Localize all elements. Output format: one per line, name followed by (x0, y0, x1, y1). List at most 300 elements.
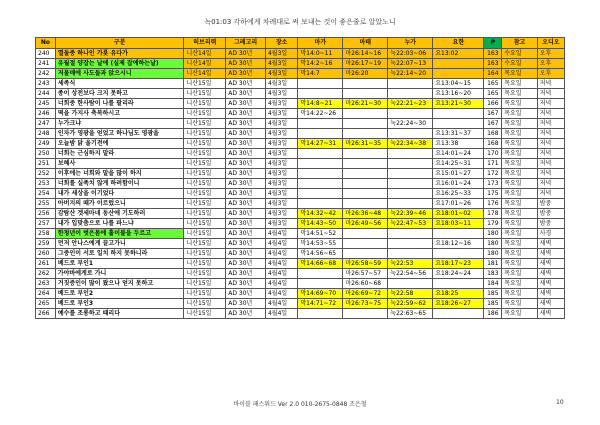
cell-gregorian: AD 30년 (226, 79, 266, 89)
cell-gregorian: AD 30년 (226, 69, 266, 79)
cell-gregorian: AD 30년 (226, 269, 266, 279)
header-place: 장소 (265, 38, 297, 49)
cell-no: 246 (36, 109, 56, 119)
header-gregorian: 그레고리 (226, 38, 266, 49)
cell-john: 요13:21~30 (433, 99, 484, 109)
cell-no: 240 (36, 49, 56, 59)
cell-title: 누가크냐 (55, 119, 184, 129)
cell-place: 4월4일 (265, 309, 297, 319)
header-matthew: 마태 (343, 38, 388, 49)
cell-place: 4월4일 (265, 279, 297, 289)
cell-audio: 밤중 (537, 219, 564, 229)
cell-title: 저물매에 사도들과 앉으시니 (55, 69, 184, 79)
cell-p: 186 (484, 309, 502, 319)
cell-hebrew: 니산15일 (184, 99, 226, 109)
cell-audio: 저녁 (537, 139, 564, 149)
table-row (36, 249, 565, 259)
cell-place: 4월4일 (265, 249, 297, 259)
cell-mark (298, 129, 343, 139)
cell-gregorian: AD 30년 (226, 309, 266, 319)
cell-john: 요13:16~20 (433, 89, 484, 99)
cell-matthew: 마26:73~75 (343, 299, 388, 309)
cell-luke (388, 79, 433, 89)
cell-place: 4월3일 (265, 179, 297, 189)
cell-hebrew: 니산15일 (184, 149, 226, 159)
cell-title: 세족식 (55, 79, 184, 89)
cell-gregorian: AD 30년 (226, 259, 266, 269)
cell-matthew: 마26:20 (343, 69, 388, 79)
cell-john (433, 119, 484, 129)
cell-no: 259 (36, 239, 56, 249)
cell-hebrew: 니산15일 (184, 289, 226, 299)
cell-place: 4월3일 (265, 129, 297, 139)
cell-p: 172 (484, 169, 502, 179)
header-p: P (484, 38, 502, 49)
cell-luke: 눅22:58 (388, 289, 433, 299)
cell-title: 내가 세상을 이기었다 (55, 189, 184, 199)
cell-gregorian: AD 30년 (226, 209, 266, 219)
cell-no: 242 (36, 69, 56, 79)
cell-matthew (343, 169, 388, 179)
cell-place: 4월3일 (265, 199, 297, 209)
cell-hebrew: 니산15일 (184, 219, 226, 229)
cell-audio: 새벽 (537, 279, 564, 289)
cell-place: 4월4일 (265, 229, 297, 239)
cell-title: 베드로 부인1 (55, 259, 184, 269)
cell-hebrew: 니산15일 (184, 239, 226, 249)
cell-no: 257 (36, 219, 56, 229)
cell-p: 166 (484, 99, 502, 109)
cell-gregorian: AD 30년 (226, 219, 266, 229)
cell-mark (298, 169, 343, 179)
cell-place: 4월3일 (265, 159, 297, 169)
cell-mark (298, 179, 343, 189)
cell-no: 254 (36, 189, 56, 199)
cell-mark: 막14:43~50 (298, 219, 343, 229)
cell-audio: 저녁 (537, 89, 564, 99)
table-row (36, 199, 565, 209)
cell-john: 요16:25~33 (433, 189, 484, 199)
header-audio: 오디오 (537, 38, 564, 49)
cell-john: 요13:04~15 (433, 79, 484, 89)
cell-audio: 오후 (537, 49, 564, 59)
cell-ref: 목요일 (502, 99, 538, 109)
cell-ref: 목요일 (502, 139, 538, 149)
cell-matthew: 마26:14~16 (343, 49, 388, 59)
cell-title: 내가 입맞춤으로 나를 파느냐 (55, 219, 184, 229)
table-row (36, 239, 565, 249)
table-row (36, 259, 565, 269)
cell-gregorian: AD 30년 (226, 109, 266, 119)
cell-p: 185 (484, 299, 502, 309)
cell-gregorian: AD 30년 (226, 119, 266, 129)
cell-luke: 눅22:54~56 (388, 269, 433, 279)
cell-p: 176 (484, 199, 502, 209)
cell-matthew (343, 149, 388, 159)
cell-p: 173 (484, 179, 502, 189)
cell-ref: 목요일 (502, 159, 538, 169)
cell-title: 오늘밤 닭 울기전에 (55, 139, 184, 149)
cell-no: 249 (36, 139, 56, 149)
cell-luke (388, 149, 433, 159)
cell-audio: 새벽 (537, 249, 564, 259)
cell-matthew (343, 159, 388, 169)
cell-matthew: 마26:69~72 (343, 289, 388, 299)
cell-title: 너희중 한사람이 나를 팔리라 (55, 99, 184, 109)
cell-audio: 새벽 (537, 299, 564, 309)
cell-hebrew: 니산15일 (184, 129, 226, 139)
cell-no: 245 (36, 99, 56, 109)
cell-hebrew: 니산15일 (184, 309, 226, 319)
header-mark: 마가 (298, 38, 343, 49)
cell-ref: 목요일 (502, 199, 538, 209)
cell-ref: 수요일 (502, 49, 538, 59)
cell-ref: 목요일 (502, 239, 538, 249)
cell-no: 264 (36, 289, 56, 299)
cell-mark: 막14:27~31 (298, 139, 343, 149)
cell-ref: 목요일 (502, 209, 538, 219)
table-row (36, 219, 565, 229)
cell-no: 258 (36, 229, 56, 239)
table-row (36, 89, 565, 99)
cell-ref: 목요일 (502, 89, 538, 99)
cell-john: 요18:26~27 (433, 299, 484, 309)
cell-hebrew: 니산15일 (184, 109, 226, 119)
cell-no: 256 (36, 209, 56, 219)
cell-matthew (343, 229, 388, 239)
cell-luke (388, 189, 433, 199)
cell-gregorian: AD 30년 (226, 159, 266, 169)
cell-mark: 막14:53~55 (298, 239, 343, 249)
cell-mark: 막14:66~68 (298, 259, 343, 269)
cell-ref: 목요일 (502, 119, 538, 129)
table-row (36, 129, 565, 139)
cell-no: 255 (36, 199, 56, 209)
cell-john: 요18:03~11 (433, 219, 484, 229)
cell-gregorian: AD 30년 (226, 169, 266, 179)
cell-gregorian: AD 30년 (226, 289, 266, 299)
header-row (36, 38, 565, 49)
cell-p: 180 (484, 229, 502, 239)
cell-no: 243 (36, 79, 56, 89)
cell-matthew (343, 89, 388, 99)
cell-gregorian: AD 30년 (226, 299, 266, 309)
table-row (36, 139, 565, 149)
cell-hebrew: 니산15일 (184, 189, 226, 199)
table-row (36, 79, 565, 89)
cell-hebrew: 니산15일 (184, 199, 226, 209)
cell-p: 179 (484, 219, 502, 229)
cell-hebrew: 니산15일 (184, 269, 226, 279)
cell-audio: 저녁 (537, 79, 564, 89)
cell-title: 베드로 부인3 (55, 299, 184, 309)
cell-place: 4월3일 (265, 79, 297, 89)
cell-title: 유월절 양잡는 날에 (실제 잡에하는날) (55, 59, 184, 69)
cell-luke (388, 199, 433, 209)
header-title: 구분 (55, 38, 184, 49)
cell-no: 262 (36, 269, 56, 279)
cell-matthew: 마26:49~56 (343, 219, 388, 229)
cell-title: 종이 상전보다 크지 못하고 (55, 89, 184, 99)
cell-p: 167 (484, 109, 502, 119)
cell-matthew: 마26:58~59 (343, 259, 388, 269)
cell-luke: 눅22:63~65 (388, 309, 433, 319)
cell-audio: 저녁 (537, 159, 564, 169)
cell-luke (388, 89, 433, 99)
cell-audio: 저녁 (537, 149, 564, 159)
table-row (36, 149, 565, 159)
table-row (36, 269, 565, 279)
cell-place: 4월4일 (265, 269, 297, 279)
cell-john: 요18:17~23 (433, 259, 484, 269)
cell-p: 168 (484, 139, 502, 149)
cell-p: 168 (484, 129, 502, 139)
cell-matthew (343, 249, 388, 259)
cell-luke: 눅22:59~62 (388, 299, 433, 309)
cell-no: 251 (36, 159, 56, 169)
cell-place: 4월3일 (265, 59, 297, 69)
cell-gregorian: AD 30년 (226, 189, 266, 199)
cell-ref: 목요일 (502, 229, 538, 239)
cell-no: 248 (36, 129, 56, 139)
cell-no: 265 (36, 299, 56, 309)
cell-audio: 저녁 (537, 119, 564, 129)
cell-place: 4월3일 (265, 49, 297, 59)
cell-audio: 저녁 (537, 99, 564, 109)
cell-john (433, 309, 484, 319)
cell-matthew: 마26:36~48 (343, 209, 388, 219)
cell-ref: 목요일 (502, 219, 538, 229)
cell-ref: 목요일 (502, 179, 538, 189)
cell-john: 요18:12~16 (433, 239, 484, 249)
table-row (36, 119, 565, 129)
cell-hebrew: 니산15일 (184, 179, 226, 189)
cell-p: 167 (484, 119, 502, 129)
cell-gregorian: AD 30년 (226, 249, 266, 259)
cell-audio: 새벽 (537, 269, 564, 279)
cell-luke: 눅22:39~46 (388, 209, 433, 219)
cell-john: 요18:25 (433, 289, 484, 299)
table-row (36, 109, 565, 119)
cell-place: 4월3일 (265, 219, 297, 229)
cell-no: 260 (36, 249, 56, 259)
cell-luke: 눅22:53 (388, 259, 433, 269)
cell-audio: 오후 (537, 59, 564, 69)
cell-mark: 막14:0~11 (298, 49, 343, 59)
cell-john (433, 229, 484, 239)
cell-hebrew: 니산15일 (184, 79, 226, 89)
cell-mark: 막14:7 (298, 69, 343, 79)
cell-mark: 막14:32~42 (298, 209, 343, 219)
cell-mark (298, 309, 343, 319)
cell-ref: 목요일 (502, 129, 538, 139)
cell-luke: 눅22:34~38 (388, 139, 433, 149)
cell-matthew (343, 239, 388, 249)
cell-mark (298, 159, 343, 169)
header-john: 요한 (433, 38, 484, 49)
cell-mark: 막14:51~52 (298, 229, 343, 239)
cell-ref: 목요일 (502, 299, 538, 309)
cell-matthew (343, 119, 388, 129)
table-body (36, 49, 565, 319)
table-row (36, 309, 565, 319)
cell-gregorian: AD 30년 (226, 59, 266, 69)
cell-matthew (343, 199, 388, 209)
cell-luke (388, 129, 433, 139)
cell-gregorian: AD 30년 (226, 279, 266, 289)
cell-title: 너희를 실족치 않게 하려함이니 (55, 179, 184, 189)
cell-title: 열둘중 하나인 가룟 유다가 (55, 49, 184, 59)
cell-gregorian: AD 30년 (226, 89, 266, 99)
cell-title: 먼저 안나스에게 끌고가니 (55, 239, 184, 249)
cell-no: 244 (36, 89, 56, 99)
cell-p: 170 (484, 149, 502, 159)
cell-place: 4월3일 (265, 209, 297, 219)
cell-hebrew: 니산15일 (184, 229, 226, 239)
table-row (36, 69, 565, 79)
cell-no: 241 (36, 59, 56, 69)
cell-place: 4월4일 (265, 259, 297, 269)
cell-title: 그중인이 서로 일치 하지 못하니라 (55, 249, 184, 259)
cell-p: 164 (484, 69, 502, 79)
cell-audio: 새벽 (537, 309, 564, 319)
cell-john (433, 109, 484, 119)
cell-mark (298, 89, 343, 99)
cell-title: 아버지의 때가 이르렀으니 (55, 199, 184, 209)
cell-place: 4월3일 (265, 119, 297, 129)
cell-mark (298, 79, 343, 89)
cell-p: 184 (484, 279, 502, 289)
cell-mark: 막14:69~70 (298, 289, 343, 299)
cell-audio: 새벽 (537, 259, 564, 269)
cell-ref: 목요일 (502, 269, 538, 279)
cell-mark (298, 189, 343, 199)
table-row (36, 59, 565, 69)
cell-p: 171 (484, 159, 502, 169)
cell-luke: 눅22:14~20 (388, 69, 433, 79)
cell-title: 감람산 겟세마네 동산에 기도하러 (55, 209, 184, 219)
cell-luke: 눅22:07~13 (388, 59, 433, 69)
cell-matthew: 마26:57~57 (343, 269, 388, 279)
cell-gregorian: AD 30년 (226, 229, 266, 239)
cell-title: 예수를 조롱하고 때리다 (55, 309, 184, 319)
cell-mark: 막14:71~72 (298, 299, 343, 309)
header-hebrew: 히브리력 (184, 38, 226, 49)
cell-mark (298, 199, 343, 209)
cell-mark (298, 119, 343, 129)
cell-ref: 목요일 (502, 169, 538, 179)
cell-hebrew: 니산15일 (184, 299, 226, 309)
cell-luke (388, 159, 433, 169)
cell-title: 인자가 영광을 얻었고 하나님도 영광을 (55, 129, 184, 139)
cell-john: 요18:24~24 (433, 269, 484, 279)
cell-no: 252 (36, 169, 56, 179)
cell-p: 165 (484, 89, 502, 99)
cell-title: 너희는 근심하지 말라 (55, 149, 184, 159)
cell-no: 247 (36, 119, 56, 129)
cell-john (433, 279, 484, 289)
cell-mark: 막14:22~26 (298, 109, 343, 119)
gospel-harmony-table (35, 37, 565, 319)
table-row (36, 49, 565, 59)
cell-place: 4월3일 (265, 189, 297, 199)
cell-p: 180 (484, 249, 502, 259)
page-number: 10 (556, 399, 564, 406)
cell-luke: 눅22:24~30 (388, 119, 433, 129)
cell-hebrew: 니산14일 (184, 59, 226, 69)
cell-place: 4월3일 (265, 169, 297, 179)
cell-luke (388, 249, 433, 259)
cell-gregorian: AD 30년 (226, 149, 266, 159)
cell-ref: 목요일 (502, 69, 538, 79)
cell-audio: 밤중 (537, 199, 564, 209)
cell-luke (388, 239, 433, 249)
table-row (36, 209, 565, 219)
cell-gregorian: AD 30년 (226, 129, 266, 139)
table-row (36, 169, 565, 179)
cell-matthew (343, 129, 388, 139)
cell-luke: 눅22:47~53 (388, 219, 433, 229)
cell-p: 163 (484, 59, 502, 69)
cell-audio: 저녁 (537, 169, 564, 179)
cell-title: 이후에는 너희와 말을 많이 하지 (55, 169, 184, 179)
cell-luke (388, 179, 433, 189)
cell-mark (298, 279, 343, 289)
cell-gregorian: AD 30년 (226, 99, 266, 109)
cell-audio: 새벽 (537, 289, 564, 299)
cell-john: 요13:31~37 (433, 129, 484, 139)
cell-hebrew: 니산14일 (184, 69, 226, 79)
cell-ref: 수요일 (502, 59, 538, 69)
cell-gregorian: AD 30년 (226, 49, 266, 59)
cell-ref: 목요일 (502, 249, 538, 259)
cell-john: 요18:01~02 (433, 209, 484, 219)
cell-no: 263 (36, 279, 56, 289)
table-row (36, 99, 565, 109)
cell-ref: 목요일 (502, 149, 538, 159)
cell-matthew: 마26:31~35 (343, 139, 388, 149)
cell-no: 266 (36, 309, 56, 319)
cell-luke (388, 109, 433, 119)
cell-title: 가야바에게로 가니 (55, 269, 184, 279)
cell-mark (298, 149, 343, 159)
cell-luke: 눅22:21~23 (388, 99, 433, 109)
cell-p: 180 (484, 239, 502, 249)
cell-john (433, 249, 484, 259)
cell-luke: 눅22:03~06 (388, 49, 433, 59)
cell-john (433, 59, 484, 69)
cell-mark: 막14:56~65 (298, 249, 343, 259)
cell-place: 4월3일 (265, 99, 297, 109)
cell-matthew (343, 179, 388, 189)
cell-p: 175 (484, 189, 502, 199)
cell-audio: 저녁 (537, 109, 564, 119)
cell-ref: 목요일 (502, 279, 538, 289)
header-luke: 누가 (388, 38, 433, 49)
cell-audio: 저녁 (537, 129, 564, 139)
cell-ref: 목요일 (502, 259, 538, 269)
cell-john: 요13:38 (433, 139, 484, 149)
page-title: 녹01:03 각하에게 차례대로 써 보내는 것이 좋은줄로 알았노니 (204, 18, 396, 26)
table-row (36, 289, 565, 299)
cell-audio: 사경 (537, 229, 564, 239)
cell-hebrew: 니산15일 (184, 139, 226, 149)
cell-p: 181 (484, 259, 502, 269)
cell-audio: 저녁 (537, 179, 564, 189)
cell-matthew (343, 109, 388, 119)
cell-no: 250 (36, 149, 56, 159)
cell-gregorian: AD 30년 (226, 199, 266, 209)
